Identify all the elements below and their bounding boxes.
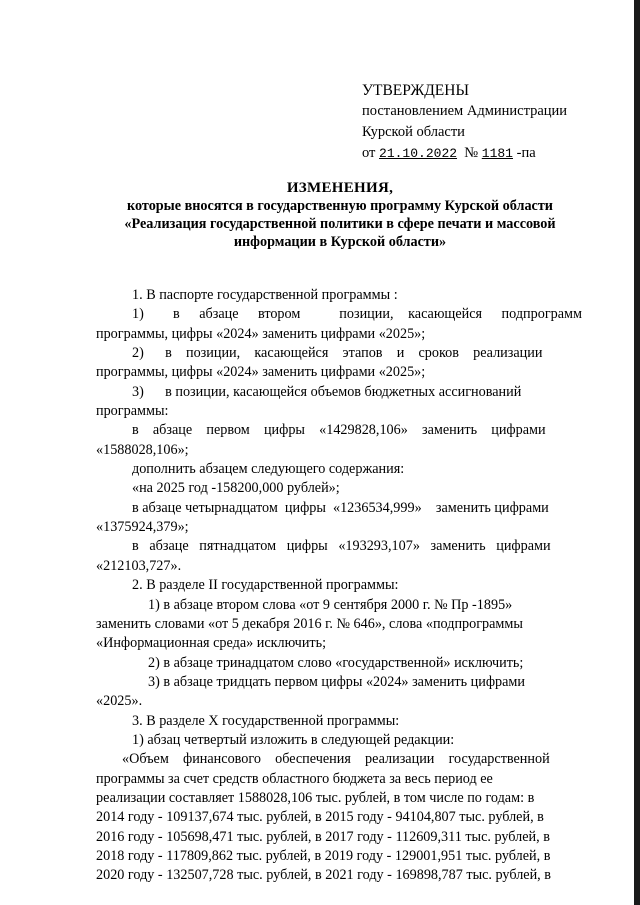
- approval-date: 21.10.2022: [379, 146, 458, 161]
- number-suffix: -па: [516, 145, 536, 161]
- s3-quote-line4: 2014 году - 109137,674 тыс. рублей, в 2015 году - 94104,807 тыс. рублей, в: [96, 809, 544, 826]
- scan-edge: [634, 0, 640, 905]
- approval-number: 1181: [481, 146, 513, 161]
- date-prefix: от: [362, 145, 376, 161]
- s1-item3-line10: «212103,727».: [96, 557, 182, 574]
- s3-quote-line5: 2016 году - 105698,471 тыс. рублей, в 2017 году - 112609,311 тыс. рублей, в: [96, 828, 550, 845]
- s1-item1-line2: программы, цифры «2024» заменить цифрами «2025»;: [96, 325, 426, 342]
- s1-item1-line1: 1) в абзаце втором позиции, касающейся подпрограмм: [132, 306, 582, 323]
- s3-quote-line6: 2018 году - 117809,862 тыс. рублей, в 2019 году - 129001,951 тыс. рублей, в: [96, 847, 551, 864]
- s1-item3-line8: «1375924,379»;: [96, 519, 189, 536]
- approval-title: УТВЕРЖДЕНЫ: [362, 82, 469, 99]
- s3-quote-line7: 2020 году - 132507,728 тыс. рублей, в 2021 году - 169898,787 тыс. рублей, в: [96, 867, 551, 884]
- s3-quote-line3: реализации составляет 1588028,106 тыс. рублей, в том числе по годам: в: [96, 789, 535, 806]
- s1-item3-line3: в абзаце первом цифры «1429828,106» заменить цифрами: [132, 422, 546, 439]
- s1-item2-line2: программы, цифры «2024» заменить цифрами «2025»;: [96, 364, 426, 381]
- s1-item3-line6: «на 2025 год -158200,000 рублей»;: [132, 480, 340, 497]
- heading-sub2: «Реализация государственной политики в сфере печати и массовой: [124, 216, 556, 232]
- s1-item3-line7: в абзаце четырнадцатом цифры «1236534,999» заменить цифрами: [132, 499, 549, 516]
- s1-item2-line1: 2) в позиции, касающейся этапов и сроков реализации: [132, 345, 543, 362]
- s2-item1-line2: заменить словами «от 5 декабря 2016 г. № 646», слова «подпрограммы: [96, 615, 523, 632]
- section-2-title: 2. В разделе II государственной программы:: [132, 577, 399, 594]
- heading-sub3: информации в Курской области»: [233, 234, 447, 250]
- s3-quote-line1: «Объем финансового обеспечения реализации государственной: [122, 751, 550, 768]
- s1-item3-line1: 3) в позиции, касающейся объемов бюджетных ассигнований: [132, 383, 522, 400]
- section-1-title: 1. В паспорте государственной программы :: [132, 287, 398, 303]
- s3-quote-line2: программы за счет средств областного бюджета за весь период ее: [96, 770, 493, 787]
- document-body: [96, 286, 582, 886]
- s1-item3-line9: в абзаце пятнадцатом цифры «193293,107» заменить цифрами: [132, 538, 551, 555]
- s3-item1: 1) абзац четвертый изложить в следующей редакции:: [132, 731, 455, 748]
- s1-item3-line5: дополнить абзацем следующего содержания:: [132, 461, 405, 478]
- approval-line2: Курской области: [362, 124, 465, 140]
- s2-item3-line1: 3) в абзаце тридцать первом цифры «2024» заменить цифрами: [148, 673, 525, 690]
- s1-item3-line4: «1588028,106»;: [96, 441, 189, 458]
- approval-line1: постановлением Администрации: [362, 103, 568, 119]
- approval-stamp: [362, 80, 567, 164]
- document-heading: [90, 179, 590, 251]
- s2-item3-line2: «2025».: [96, 693, 143, 710]
- heading-sub1: которые вносятся в государственную программу Курской области: [127, 198, 553, 214]
- approval-date-line: [362, 143, 567, 164]
- s1-item3-line2: программы:: [96, 403, 169, 420]
- number-sign: №: [464, 145, 479, 161]
- s2-item2: 2) в абзаце тринадцатом слово «государственной» исключить;: [148, 654, 524, 671]
- s2-item1-line3: «Информационная среда» исключить;: [96, 635, 327, 652]
- section-3-title: 3. В разделе X государственной программы:: [132, 712, 400, 729]
- heading-title: ИЗМЕНЕНИЯ,: [286, 180, 394, 196]
- s2-item1-line1: 1) в абзаце втором слова «от 9 сентября 2000 г. № Пр -1895»: [148, 596, 513, 613]
